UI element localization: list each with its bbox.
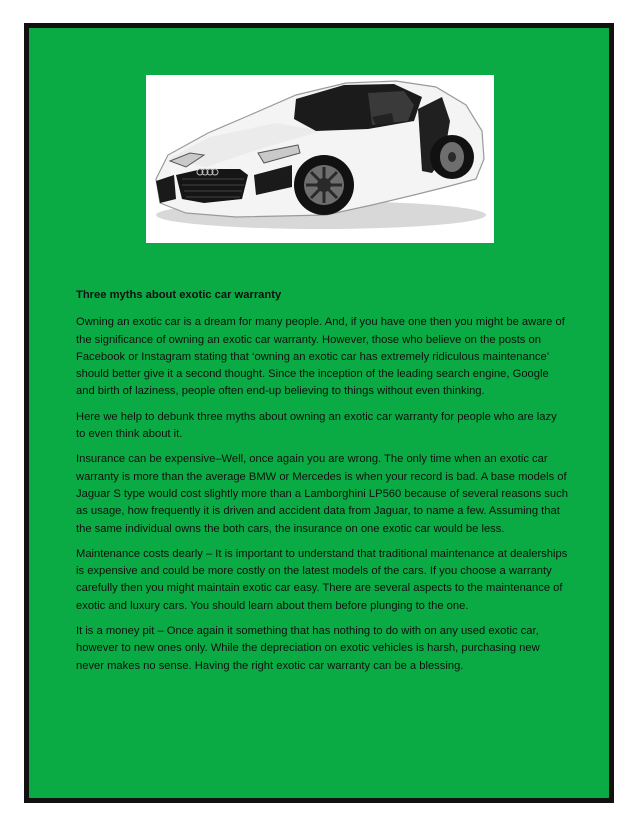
car-wheel-rear [430, 135, 474, 179]
article-paragraph: Maintenance costs dearly – It is important to understand that traditional maintenance at dealerships is expensive and could be more costly on the latest models of the cars. If you choose a warranty carefully then you might maintain exotic car easy. There are several aspects to the maintenance of exotic and luxury cars. You should learn about them before plunging to the one. [76, 547, 568, 612]
article-paragraph: Owning an exotic car is a dream for many people. And, if you have one then you might be aware of the significance of owning an exotic car warranty. However, those who believe on the posts on Facebook or Instagram stating that ‘owning an exotic car has extremely ridiculous maintenance’ should better give it a second thought. Since the inception of the leading search engine, Google and birth of laziness, people often end-up believing to things without even thinking. [76, 316, 565, 398]
white-sports-car-image [146, 75, 494, 243]
article-paragraph: Insurance can be expensive–Well, once again you are wrong. The only time when an exotic car warranty is more than the average BMW or Mercedes is when your record is bad. A base models of Jaguar S type would cost slightly more than a Lamborghini LP560 because of several reasons such as usage, how frequently it is driven and accident data from Jaguar, to name a few. Assuming that the same individual owns the both cars, the insurance on one exotic car would be less. [76, 453, 568, 535]
car-wheel-front [294, 155, 354, 215]
article-paragraph: Here we help to debunk three myths about owning an exotic car warranty for people who are lazy to even think about it. [76, 410, 557, 441]
article [76, 287, 568, 683]
hero-car-image [146, 75, 494, 243]
article-paragraph: It is a money pit – Once again it something that has nothing to do with on any used exotic car, however to new ones only. While the depreciation on exotic vehicles is harsh, purchasing new never makes no sense. Having the right exotic car warranty can be a blessing. [76, 625, 540, 672]
article-title: Three myths about exotic car warranty [76, 289, 282, 301]
